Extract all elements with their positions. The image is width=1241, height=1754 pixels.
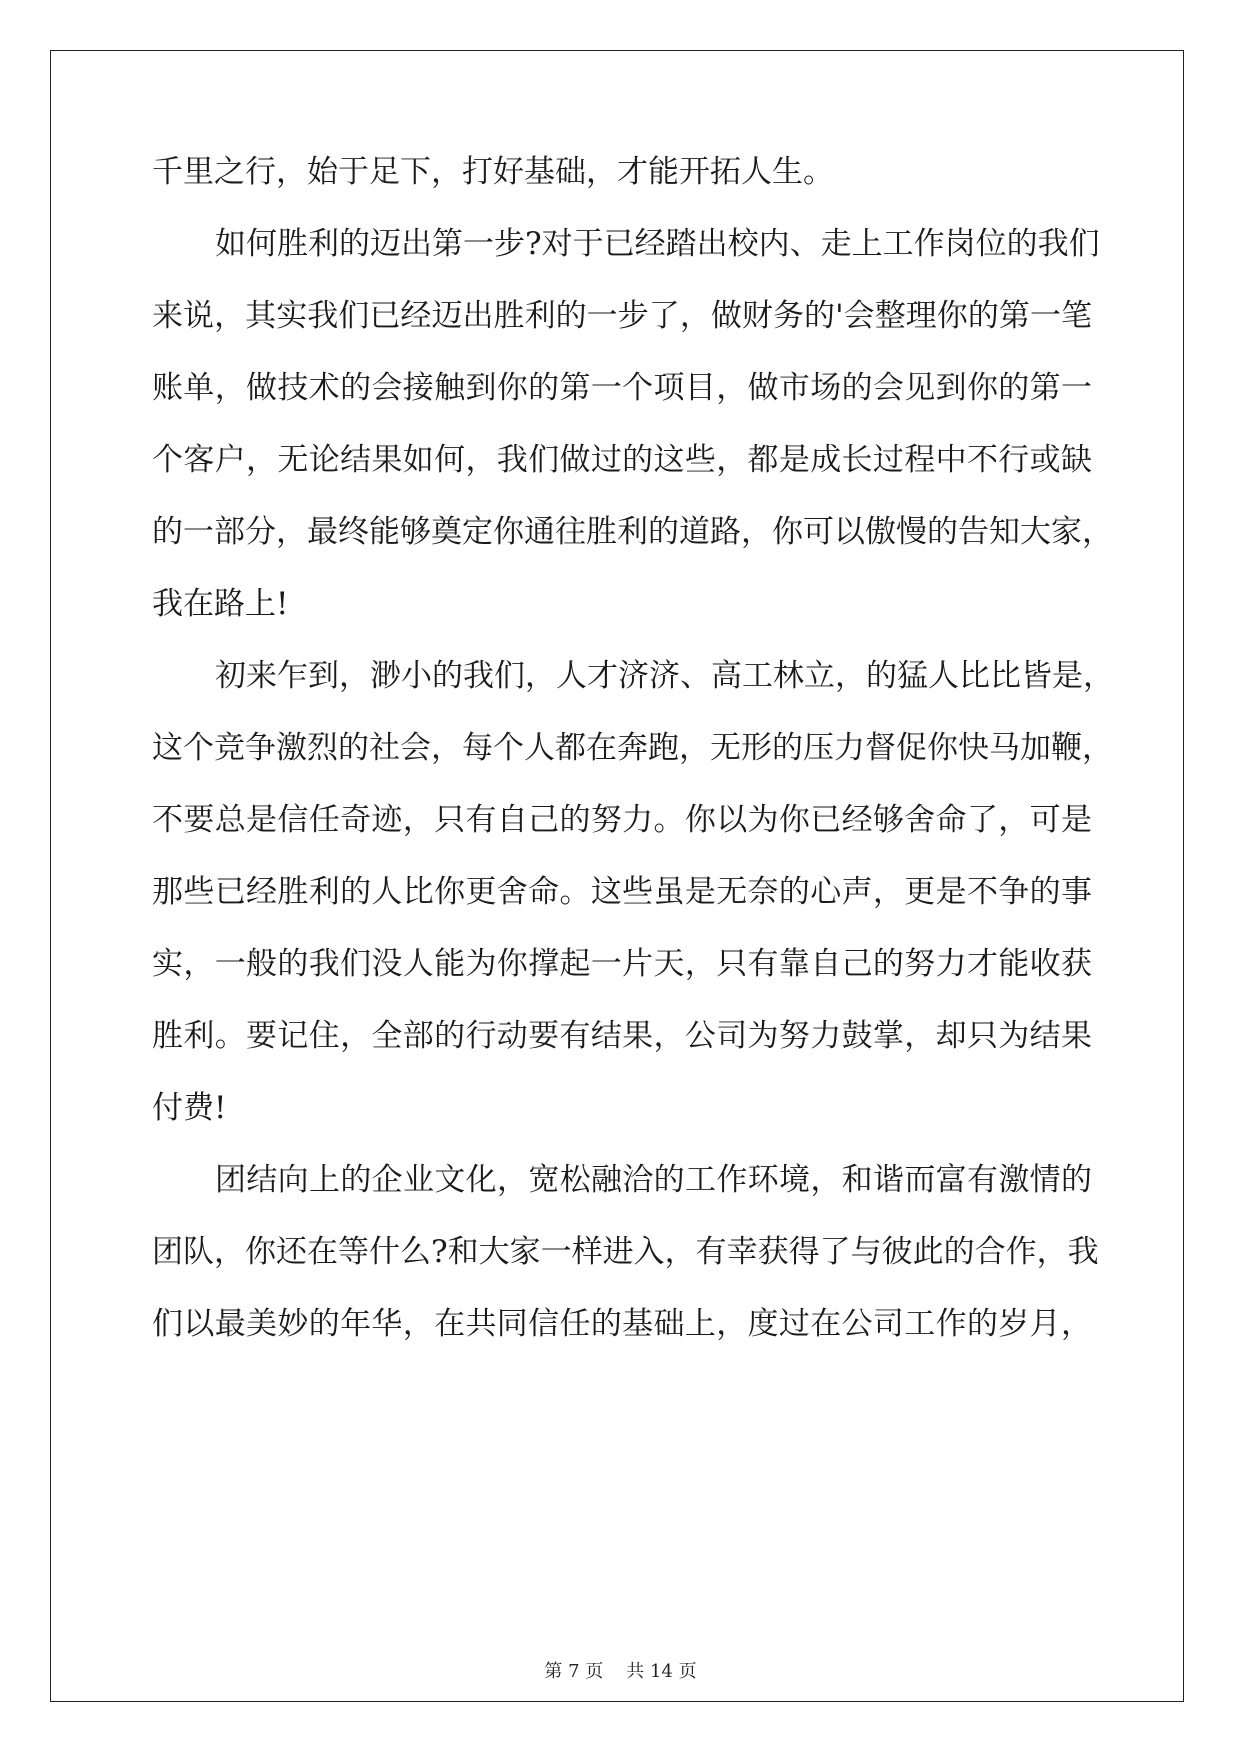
page-total: 共 14 页 bbox=[626, 1661, 697, 1682]
text-line: 不要总是信任奇迹，只有自己的努力。你以为你已经够舍命了，可是 bbox=[152, 802, 1092, 838]
text-line: 们以最美妙的年华，在共同信任的基础上，度过在公司工作的岁月， bbox=[152, 1306, 1092, 1342]
text-line: 个客户，无论结果如何，我们做过的这些，都是成长过程中不行或缺 bbox=[152, 442, 1092, 478]
text-line: 账单，做技术的会接触到你的第一个项目，做市场的会见到你的第一 bbox=[152, 370, 1092, 406]
text-line: 付费! bbox=[152, 1090, 227, 1126]
text-line: 的一部分，最终能够奠定你通往胜利的道路，你可以傲慢的告知大家， bbox=[152, 514, 1113, 550]
page-number: 第 7 页 bbox=[544, 1661, 604, 1682]
text-line: 实，一般的我们没人能为你撑起一片天，只有靠自己的努力才能收获 bbox=[152, 946, 1092, 982]
text-line: 那些已经胜利的人比你更舍命。这些虽是无奈的心声，更是不争的事 bbox=[152, 874, 1092, 910]
text-line: 团结向上的企业文化，宽松融洽的工作环境，和谐而富有激情的 bbox=[215, 1162, 1092, 1198]
page-footer bbox=[0, 1657, 1241, 1683]
text-line: 如何胜利的迈出第一步?对于已经踏出校内、走上工作岗位的我们 bbox=[215, 226, 1100, 262]
text-line: 初来乍到，渺小的我们，人才济济、高工林立，的猛人比比皆是， bbox=[215, 658, 1114, 694]
text-line: 胜利。要记住，全部的行动要有结果，公司为努力鼓掌，却只为结果 bbox=[152, 1018, 1092, 1054]
text-line: 千里之行，始于足下，打好基础，才能开拓人生。 bbox=[152, 154, 834, 190]
text-line: 来说，其实我们已经迈出胜利的一步了，做财务的'会整理你的第一笔 bbox=[152, 298, 1092, 334]
text-line: 这个竞争激烈的社会，每个人都在奔跑，无形的压力督促你快马加鞭， bbox=[152, 730, 1113, 766]
text-line: 我在路上! bbox=[152, 586, 289, 622]
text-line: 团队，你还在等什么?和大家一样进入，有幸获得了与彼此的合作，我 bbox=[152, 1234, 1099, 1270]
